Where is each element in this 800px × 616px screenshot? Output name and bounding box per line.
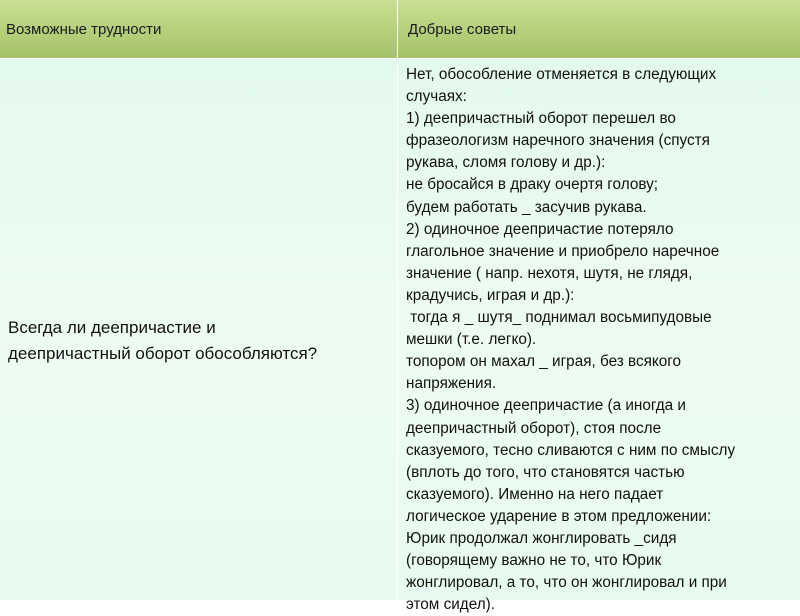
- advice-line: не бросайся в драку очертя голову;: [406, 176, 659, 194]
- question-cell: [0, 59, 397, 600]
- advice-line: топором он махал _ играя, без всякого: [406, 353, 682, 371]
- advice-line: случаях:: [406, 88, 467, 106]
- header-advice-label: Добрые советы: [408, 20, 517, 38]
- advice-line: деепричастный оборот), стоя после: [406, 419, 662, 437]
- advice-line: Юрик продолжал жонглировать _сидя: [406, 529, 677, 547]
- advice-line: (вплоть до того, что становятся частью: [406, 463, 685, 481]
- advice-line: будем работать _ засучив рукава.: [406, 198, 647, 216]
- column-divider: [397, 0, 398, 600]
- advice-line: мешки (т.е. легко).: [406, 331, 537, 349]
- advice-line: тогда я _ шутя_ поднимал восьмипудовые: [406, 309, 712, 327]
- advice-line: напряжения.: [406, 375, 497, 393]
- advice-line: жонглировал, а то, что он жонглировал и при: [406, 574, 727, 592]
- question-line: деепричастный оборот обособляются?: [8, 344, 318, 363]
- header-divider: [0, 58, 800, 59]
- advice-line: глагольное значение и приобрело наречное: [406, 242, 720, 260]
- header-cell-difficulties: [0, 0, 397, 58]
- advice-line: крадучись, играя и др.):: [406, 286, 575, 304]
- advice-text: [406, 64, 798, 616]
- question-line: Всегда ли деепричастие и: [8, 318, 216, 337]
- advice-line: сказуемого, тесно сливаются с ним по смыслу: [406, 441, 736, 459]
- header-difficulties-label: Возможные трудности: [6, 20, 162, 38]
- header-cell-advice: [398, 0, 800, 58]
- advice-line: этом сидел).: [406, 596, 495, 614]
- advice-line: фразеологизм наречного значения (спустя: [406, 132, 710, 150]
- advice-line: рукава, сломя голову и др.):: [406, 154, 606, 172]
- advice-line: 3) одиночное деепричастие (а иногда и: [406, 397, 686, 415]
- question-text: [8, 315, 388, 367]
- advice-line: логическое ударение в этом предложении:: [406, 507, 712, 525]
- advice-line: сказуемого). Именно на него падает: [406, 485, 664, 503]
- advice-line: значение ( напр. нехотя, шутя, не глядя,: [406, 264, 693, 282]
- advice-cell: [398, 59, 800, 614]
- advice-line: 1) деепричастный оборот перешел во: [406, 110, 676, 128]
- advice-line: 2) одиночное деепричастие потеряло: [406, 220, 674, 238]
- advice-line: (говорящему важно не то, что Юрик: [406, 552, 662, 570]
- advice-line: Нет, обособление отменяется в следующих: [406, 66, 717, 83]
